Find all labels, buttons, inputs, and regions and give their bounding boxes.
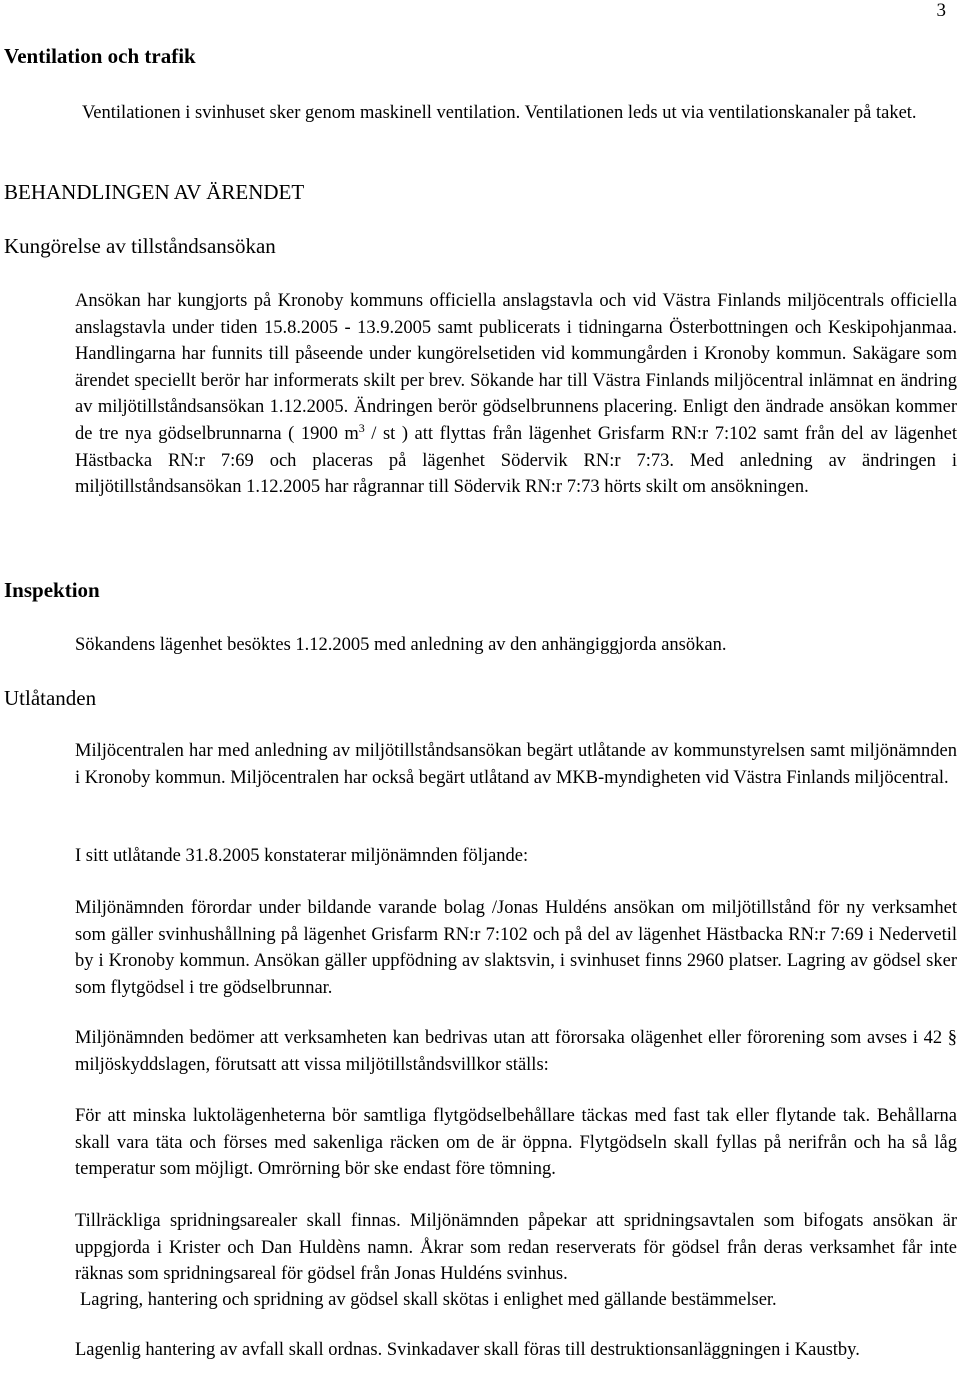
section-heading-utlatanden: Utlåtanden [4,686,97,710]
section-heading-behandlingen: BEHANDLINGEN AV ÄRENDET [4,180,305,204]
kungorelse-text-part2: / st ) att flyttas från lägenhet Grisfarm RN:r 7:102 samt från del av lägenhet Hästbacka RN:r 7:69 och placeras på lägenhet Södervik RN:r 7:73. Med anledning av ändringen i miljötillståndsansökan 1.12.2005 har rågrannar till Södervik RN:r 7:73 hörts skilt om ansökningen. [75,423,957,498]
paragraph-ventilation: Ventilationen i svinhuset sker genom maskinell ventilation. Ventilationen leds ut via ventilationskanaler på taket. [82,103,917,123]
section-heading-inspektion: Inspektion [4,578,100,602]
paragraph-utlatanden-1: Miljöcentralen har med anledning av miljötillståndsansökan begärt utlåtande av kommunstyrelsen samt miljönämnden i Kronoby kommun. Miljöcentralen har också begärt utlåtand av MKB-myndigheten vid Västra Finlands miljöcentral. [75,741,957,788]
paragraph-inspektion: Sökandens lägenhet besöktes 1.12.2005 med anledning av den anhängiggjorda ansökan. [75,635,727,655]
superscript-cubic: 3 [358,420,365,435]
paragraph-utlatanden-4: Miljönämnden bedömer att verksamheten kan bedrivas utan att förorsaka olägenhet eller förorening som avses i 42 § miljöskyddslagen, förutsatt att vissa miljötillståndsvillkor ställs: [75,1028,957,1075]
paragraph-utlatanden-3: Miljönämnden förordar under bildande varande bolag /Jonas Huldéns ansökan om miljötillstånd för ny verksamhet som gäller svinhushållning på lägenhet Grisfarm RN:r 7:102 och på del av lägenhet Hästbacka RN:r 7:69 i Nedervetil by i Kronoby kommun. Ansökan gäller uppfödning av slaktsvin, i svinhuset finns 2960 platser. Lagring av gödsel sker som flytgödsel i tre gödselbrunnar. [75,898,957,998]
paragraph-utlatanden-2: I sitt utlåtande 31.8.2005 konstaterar miljönämnden följande: [75,846,529,866]
paragraph-utlatanden-8: Lagenlig hantering av avfall skall ordnas. Svinkadaver skall föras till destruktionsanläggningen i Kaustby. [75,1340,860,1360]
paragraph-utlatanden-7: Lagring, hantering och spridning av gödsel skall skötas i enlighet med gällande bestämmelser. [80,1290,777,1310]
paragraph-kungorelse [75,288,957,501]
section-heading-ventilation: Ventilation och trafik [4,44,196,68]
page-number: 3 [936,0,946,21]
section-heading-kungorelse: Kungörelse av tillståndsansökan [4,234,276,258]
kungorelse-text-part1: Ansökan har kungjorts på Kronoby kommuns officiella anslagstavla och vid Västra Finlands miljöcentrals officiella anslagstavla under tiden 15.8.2005 - 13.9.2005 samt publicerats i tidningarna Österbottningen och Keskipohjanmaa. Handlingarna har funnits till påseende under kungörelsetiden vid kommungården i Kronoby kommun. Sakägare som ärendet speciellt berör har informerats skilt per brev. Sökande har till Västra Finlands miljöcentral inlämnat en ändring av miljötillståndsansökan 1.12.2005. Ändringen berör gödselbrunnens placering. Enligt den ändrade ansökan kommer de tre nya gödselbrunnarna ( 1900 m [75,291,957,444]
paragraph-utlatanden-5: För att minska luktolägenheterna bör samtliga flytgödselbehållare täckas med fast tak eller flytande tak. Behållarna skall vara täta och förses med sakenliga räcken om de är öppna. Flytgödseln skall fyllas på nerifrån och ha så låg temperatur som möjligt. Omrörning bör ske endast före tömning. [75,1106,957,1180]
paragraph-utlatanden-6: Tillräckliga spridningsarealer skall finnas. Miljönämnden påpekar att spridningsavtalen som bifogats ansökan är uppgjorda i Krister och Dan Huldèns namn. Åkrar som redan reserverats för gödsel från deras verksamhet får inte räknas som spridningsareal för gödsel från Jonas Huldéns svinhus. [75,1211,957,1285]
